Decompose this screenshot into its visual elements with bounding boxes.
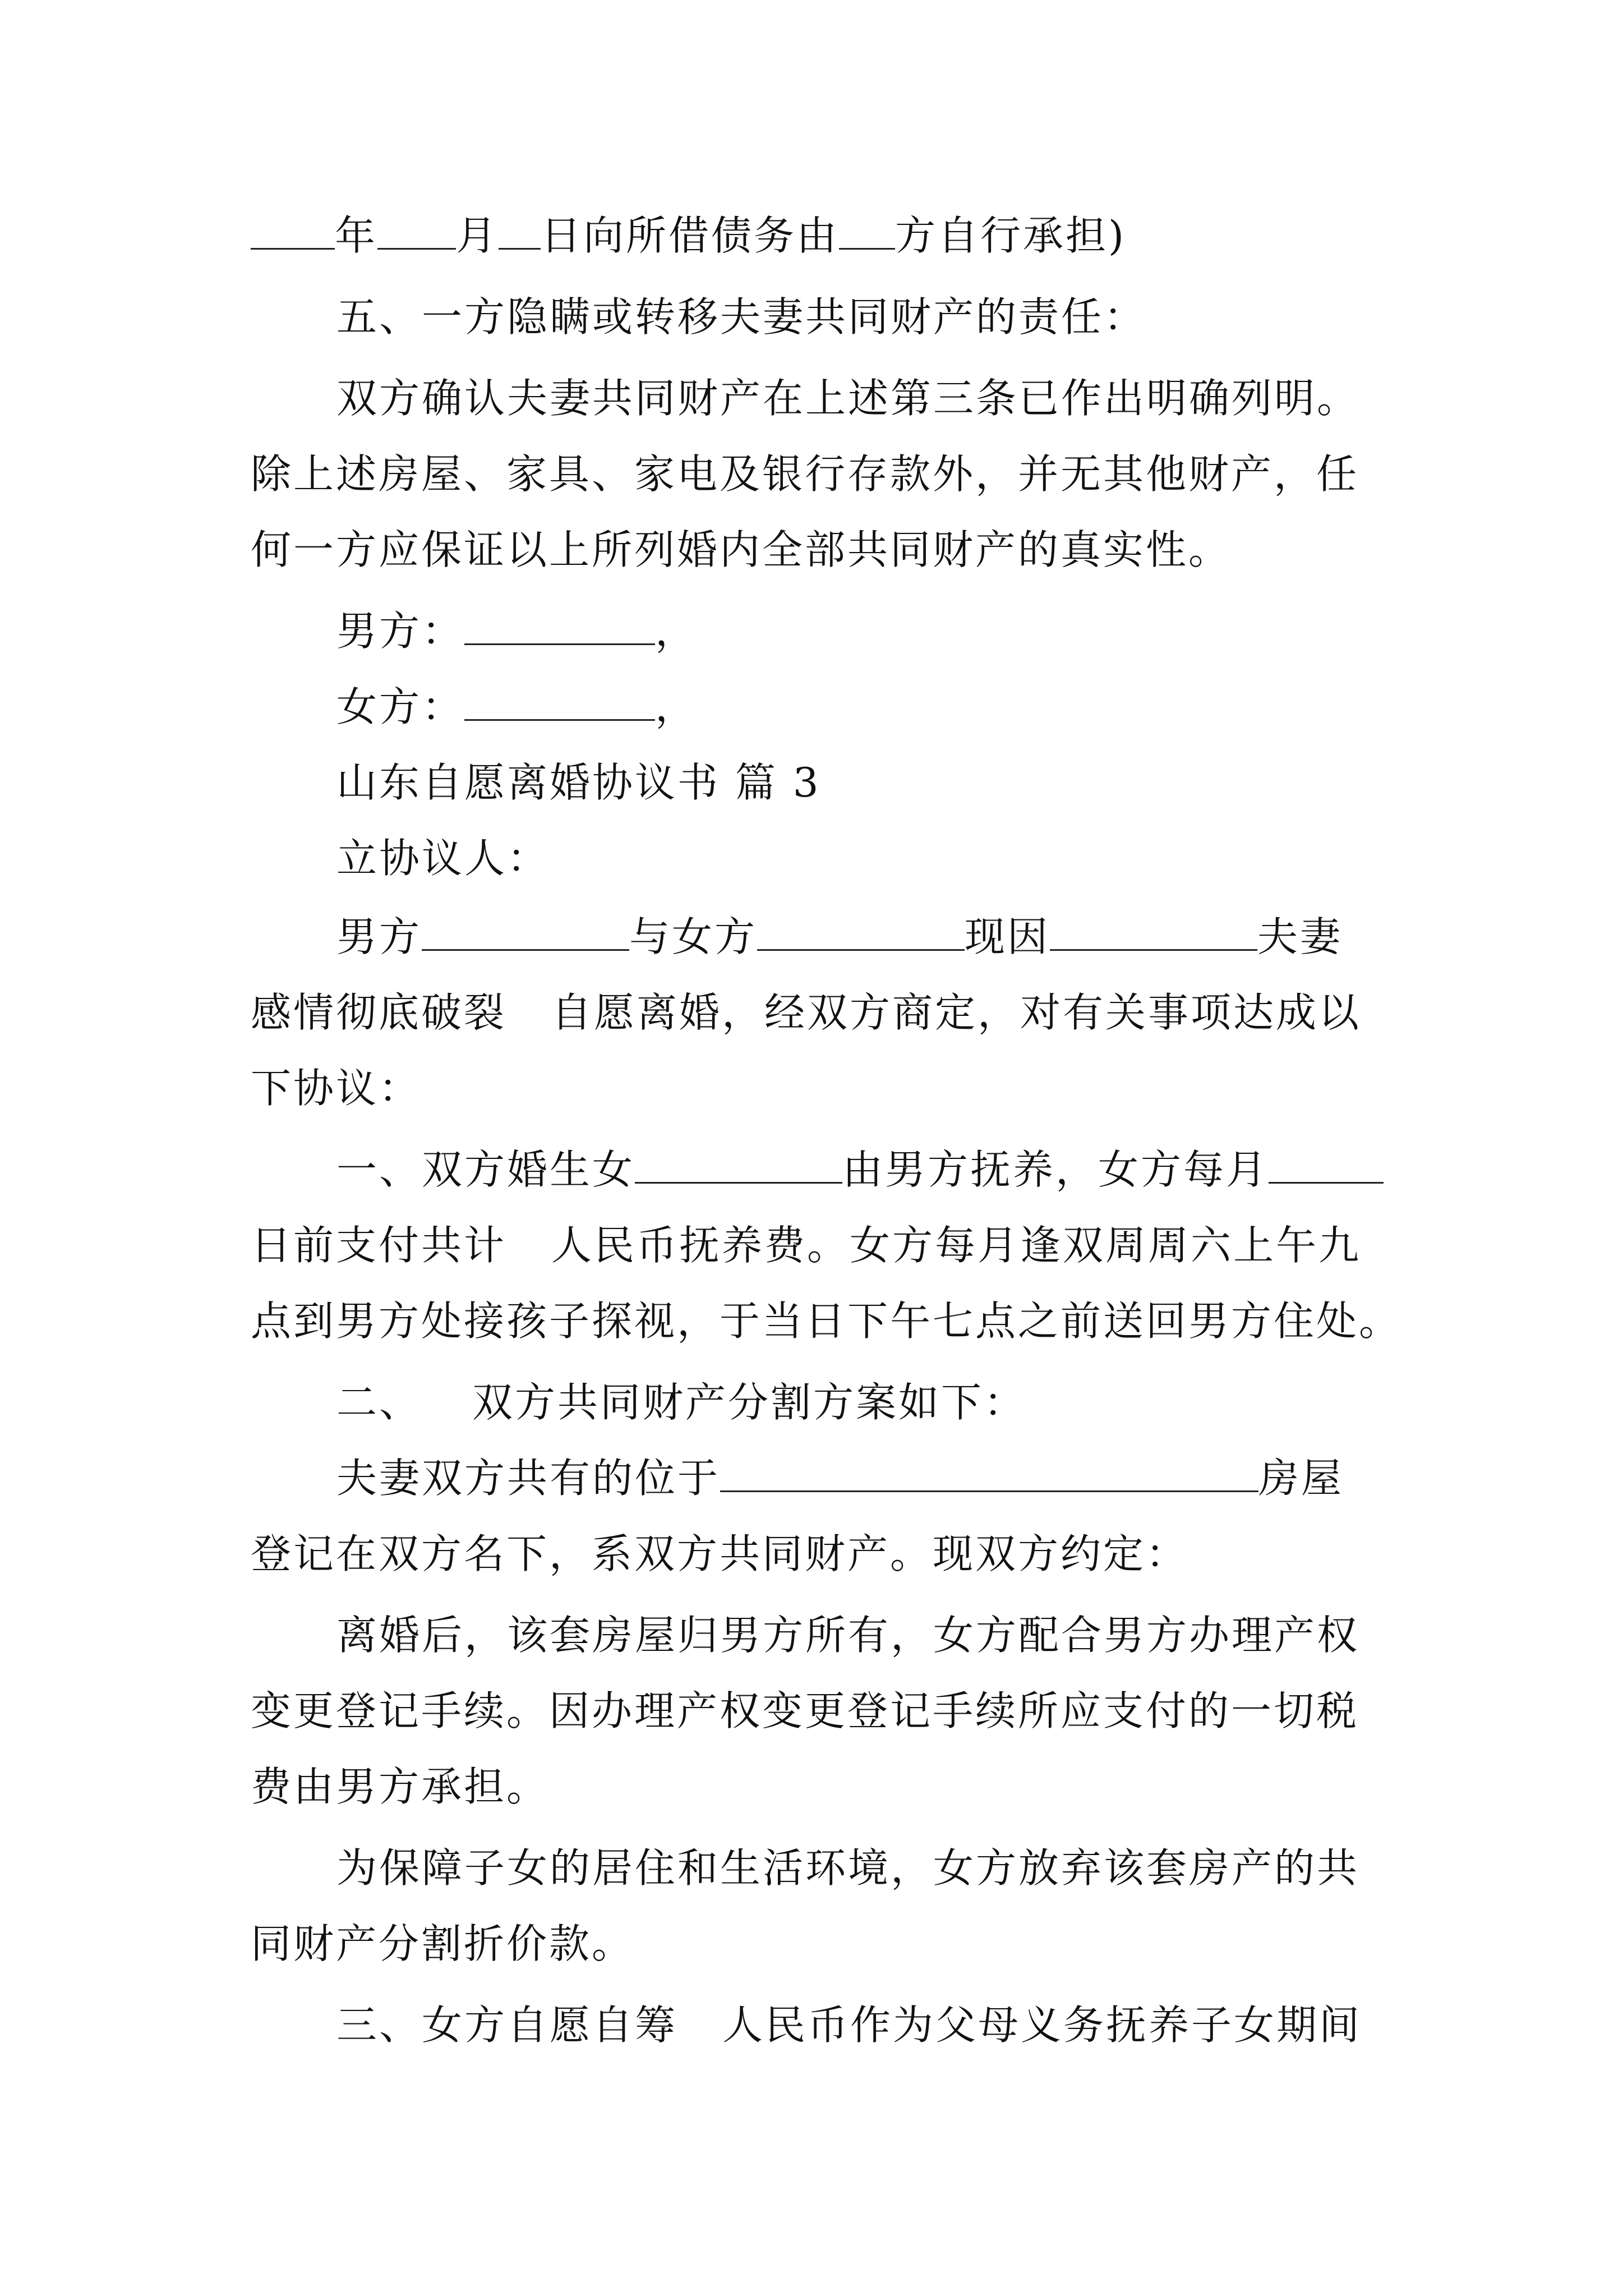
text-segment: 人民币抚养费。女方每月逢双周周六上午九 xyxy=(551,1222,1362,1269)
text-segment: 年 xyxy=(335,212,378,259)
paragraph-line: 除上述房屋、家具、家电及银行存款外，并无其他财产，任 xyxy=(251,450,1359,498)
text-segment: ， xyxy=(655,683,698,730)
signature-line-male xyxy=(336,600,698,662)
paragraph-line: 为保障子女的居住和生活环境，女方放弃该套房产的共 xyxy=(336,1844,1360,1892)
blank-field xyxy=(839,213,895,250)
text-line xyxy=(336,1447,1344,1509)
blank-field xyxy=(720,1456,1258,1492)
text-segment: 与女方 xyxy=(629,913,758,960)
signature-label: 女方： xyxy=(336,683,465,730)
text-line xyxy=(251,1214,1361,1276)
blank-field xyxy=(1050,914,1257,951)
blank-field xyxy=(377,213,456,250)
section-heading: 五、一方隐瞒或转移夫妻共同财产的责任： xyxy=(336,293,1147,341)
text-segment: 三、女方自愿自筹 xyxy=(336,2001,678,2049)
signature-label: 男方： xyxy=(336,608,465,655)
paragraph-line: 离婚后，该套房屋归男方所有，女方配合男方办理产权 xyxy=(336,1612,1360,1659)
text-segment: ， xyxy=(655,608,698,655)
text-segment: 由男方抚养，女方每月 xyxy=(842,1146,1269,1193)
paragraph-line: 变更登记手续。因办理产权变更登记手续所应支付的一切税 xyxy=(251,1687,1359,1734)
text-segment: 一、双方婚生女 xyxy=(336,1146,635,1193)
text-segment: 房屋 xyxy=(1258,1455,1344,1502)
blank-field xyxy=(757,914,965,951)
text-line xyxy=(336,906,1343,968)
party-label: 立协议人： xyxy=(336,835,550,882)
signature-blank xyxy=(464,684,655,721)
text-segment: 夫妻 xyxy=(1257,913,1343,960)
paragraph-line: 登记在双方名下，系双方共同财产。现双方约定： xyxy=(251,1530,1189,1577)
blank-field xyxy=(499,213,541,250)
text-segment: 现因 xyxy=(965,913,1050,960)
text-segment: 日向所借债务由 xyxy=(541,212,840,259)
text-line xyxy=(336,1139,1384,1200)
text-segment: 自愿离婚，经双方商定，对有关事项达成以 xyxy=(551,989,1362,1036)
text-segment: 月 xyxy=(456,212,499,259)
paragraph-line: 何一方应保证以上所列婚内全部共同财产的真实性。 xyxy=(251,526,1232,573)
text-segment: 二、 xyxy=(336,1379,422,1426)
text-line xyxy=(251,982,1361,1043)
signature-line-female xyxy=(336,676,698,738)
text-line xyxy=(336,1994,1362,2056)
text-segment: 方自行承担) xyxy=(895,212,1127,259)
paragraph-line: 点到男方处接孩子探视，于当日下午七点之前送回男方住处。 xyxy=(251,1297,1402,1345)
text-segment: 人民币作为父母义务抚养子女期间 xyxy=(722,2001,1362,2049)
signature-blank xyxy=(464,609,655,645)
text-segment: 双方共同财产分割方案如下： xyxy=(472,1379,1027,1426)
blank-field xyxy=(635,1147,842,1184)
text-segment: 感情彻底破裂 xyxy=(251,989,507,1036)
paragraph-line: 双方确认夫妻共同财产在上述第三条已作出明确列明。 xyxy=(336,375,1360,422)
text-segment: 日前支付共计 xyxy=(251,1222,507,1269)
text-segment: 男方 xyxy=(336,913,422,960)
section-heading xyxy=(336,1372,1026,1433)
text-segment: 夫妻双方共有的位于 xyxy=(336,1455,721,1502)
blank-field xyxy=(422,914,629,951)
paragraph-line: 同财产分割折价款。 xyxy=(251,1920,635,1967)
blank-field xyxy=(1269,1147,1384,1184)
blank-field xyxy=(251,213,335,250)
paragraph-line: 下协议： xyxy=(251,1065,422,1112)
text-line xyxy=(251,205,1126,266)
document-subtitle: 山东自愿离婚协议书 篇 3 xyxy=(336,759,821,806)
paragraph-line: 费由男方承担。 xyxy=(251,1763,550,1810)
